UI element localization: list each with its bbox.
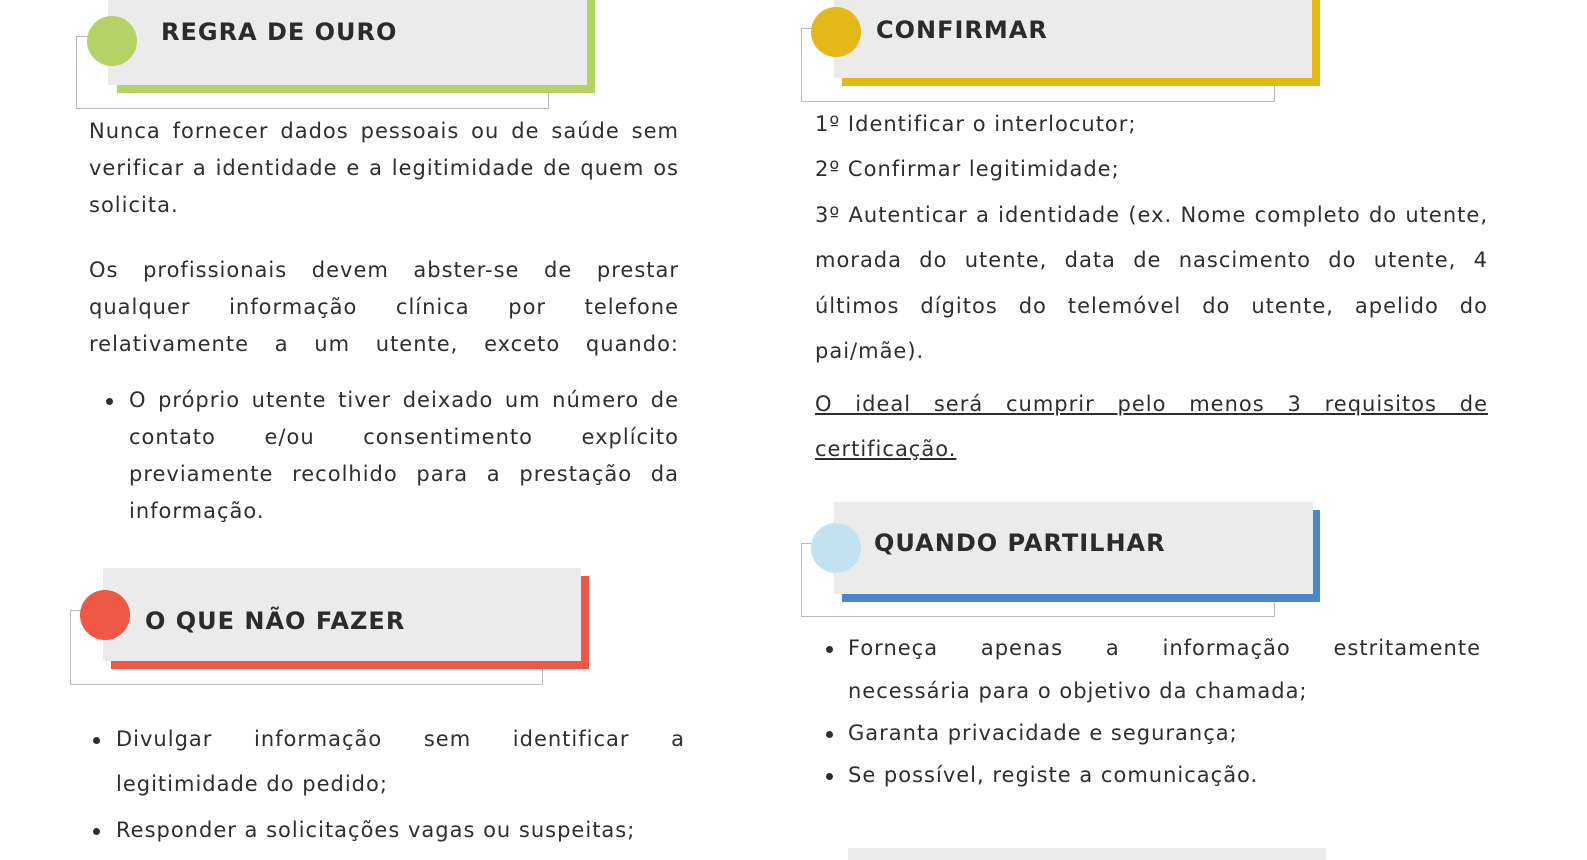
red-dot-icon (80, 590, 130, 640)
confirmar-note-line-1: O ideal será cumprir pelo menos 3 requisitos de (815, 392, 1488, 416)
regra-paragraph-1: Nunca fornecer dados pessoais ou de saúde sem verificar a identidade e a legitimidade de quem os solicita. (89, 119, 679, 217)
bullet-dot-icon (826, 731, 833, 738)
confirmar-note-line-2: certificação. (815, 437, 957, 461)
nao-fazer-bullet-2: Responder a solicitações vagas ou suspeitas; (116, 818, 636, 842)
bullet-dot-icon (93, 737, 100, 744)
next-section-panel-edge (848, 848, 1326, 860)
quando-partilhar-title: QUANDO PARTILHAR (874, 529, 1166, 557)
regra-paragraph-2: Os profissionais devem abster-se de prestar qualquer informação clínica por telefone relativamente a um utente, exceto quando: (89, 258, 679, 356)
bullet-dot-icon (826, 773, 833, 780)
partilhar-bullet-3: Se possível, registe a comunicação. (848, 763, 1259, 787)
light-blue-dot-icon (811, 523, 861, 573)
partilhar-bullet-1-line-2: necessária para o objetivo da chamada; (848, 679, 1308, 703)
nao-fazer-bullet-1-line-2: legitimidade do pedido; (116, 772, 388, 796)
confirmar-step-3-line-3: últimos dígitos do telemóvel do utente, apelido do (815, 294, 1488, 318)
regra-bullet-1: O próprio utente tiver deixado um número de contato e/ou consentimento explícito previamente recolhido para a prestação da informação. (129, 388, 679, 523)
bullet-dot-icon (106, 398, 113, 405)
bullet-dot-icon (93, 828, 100, 835)
nao-fazer-bullet-1-line-1: Divulgar informação sem identificar a (116, 727, 685, 751)
bullet-dot-icon (826, 646, 833, 653)
partilhar-bullet-1-line-1: Forneça apenas a informação estritamente (848, 636, 1481, 660)
green-dot-icon (87, 16, 137, 66)
regra-de-ouro-title: REGRA DE OURO (161, 18, 398, 46)
confirmar-step-3-line-1: 3º Autenticar a identidade (ex. Nome completo do utente, (815, 203, 1488, 227)
confirmar-step-3-line-2: morada do utente, data de nascimento do utente, 4 (815, 248, 1488, 272)
confirmar-step-3-line-4: pai/mãe). (815, 339, 925, 363)
confirmar-title: CONFIRMAR (876, 16, 1048, 44)
o-que-nao-fazer-title: O QUE NÃO FAZER (145, 607, 406, 635)
confirmar-step-1: 1º Identificar o interlocutor; (815, 112, 1137, 136)
confirmar-step-2: 2º Confirmar legitimidade; (815, 157, 1120, 181)
partilhar-bullet-2: Garanta privacidade e segurança; (848, 721, 1238, 745)
yellow-dot-icon (811, 7, 861, 57)
